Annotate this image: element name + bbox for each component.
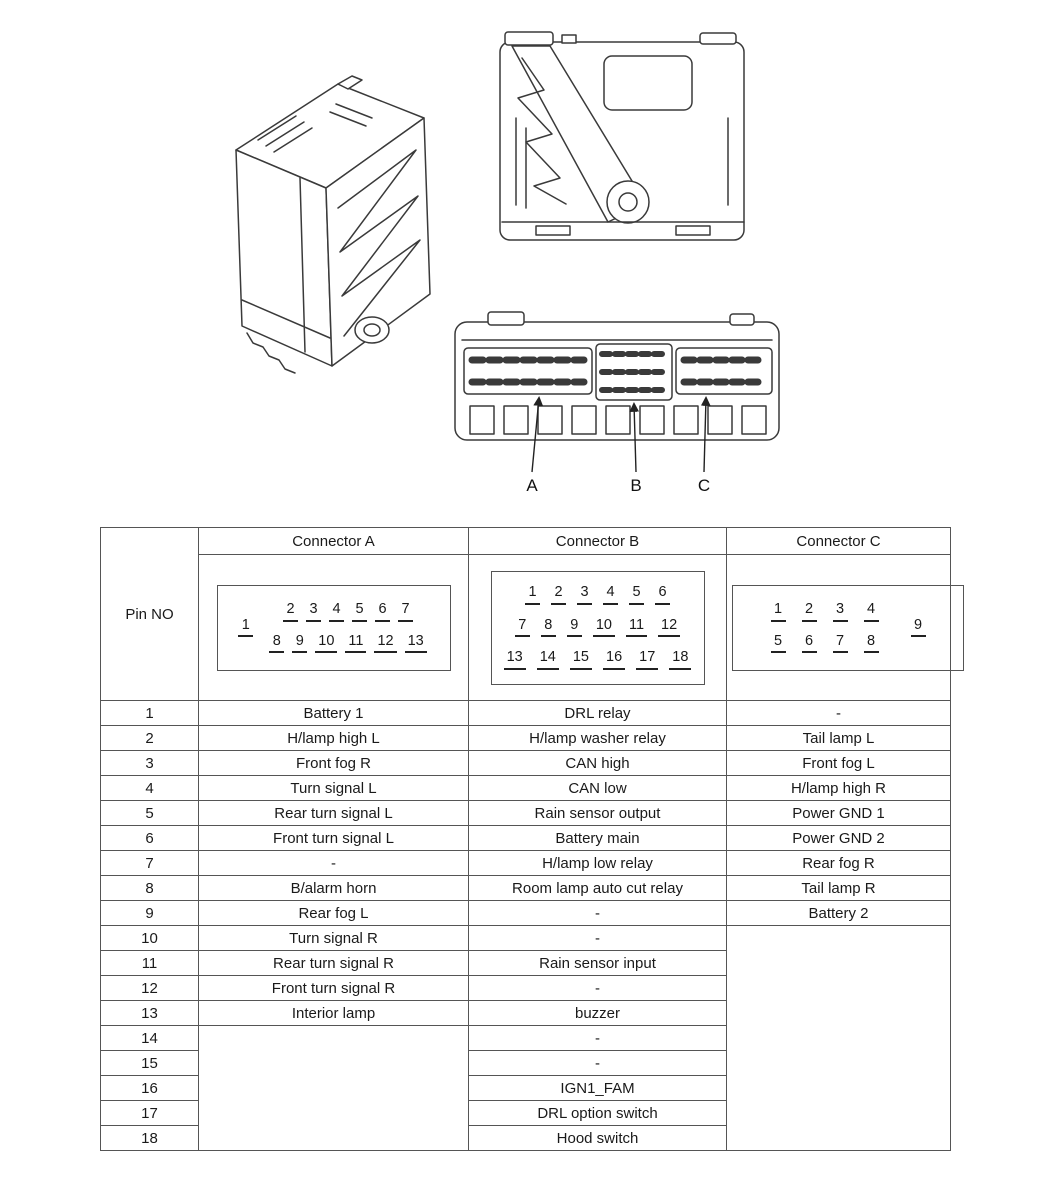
connector-a-cell (199, 1026, 469, 1151)
pin-number: 8 (541, 618, 556, 638)
table-row (101, 876, 951, 901)
pin-number: 11 (626, 618, 647, 638)
connector-a-cell: B/alarm horn (199, 876, 469, 901)
pin-number: 4 (603, 585, 618, 605)
connector-c-header: Connector C (727, 528, 951, 555)
connector-c-cell: Power GND 2 (727, 826, 951, 851)
pin-number: 9 (911, 618, 926, 638)
connector-b-cell: - (469, 901, 727, 926)
module-iso-view (236, 76, 430, 373)
connector-a-cell: Rear fog L (199, 901, 469, 926)
connector-b-label: B (630, 476, 642, 495)
pin-number-cell: 7 (101, 851, 199, 876)
pin-number: 15 (570, 650, 592, 670)
connector-face-view (455, 312, 779, 440)
connector-c-cell: H/lamp high R (727, 776, 951, 801)
connector-b-cell: DRL option switch (469, 1101, 727, 1126)
pin-number: 8 (269, 634, 284, 654)
connector-a-label: A (526, 476, 538, 495)
pin-number-cell: 8 (101, 876, 199, 901)
connector-b-cell: - (469, 976, 727, 1001)
pin-number: 2 (802, 602, 817, 622)
pin-number: 1 (525, 585, 540, 605)
pin-number: 14 (537, 650, 559, 670)
table-row (101, 826, 951, 851)
pin-number: 9 (567, 618, 582, 638)
connector-b-cell: IGN1_FAM (469, 1076, 727, 1101)
pin-number: 10 (315, 634, 337, 654)
connector-a-pin-diagram (217, 585, 451, 671)
connector-a-cell: H/lamp high L (199, 726, 469, 751)
connector-c-cell: Tail lamp L (727, 726, 951, 751)
connector-c-cell: Rear fog R (727, 851, 951, 876)
pin-number-cell: 16 (101, 1076, 199, 1101)
table-row (101, 901, 951, 926)
table-row (101, 701, 951, 726)
connector-b-cell: Room lamp auto cut relay (469, 876, 727, 901)
connector-a-cell: Rear turn signal L (199, 801, 469, 826)
connector-b-cell: - (469, 1026, 727, 1051)
pin-number: 5 (629, 585, 644, 605)
connector-c-pin-layout (727, 555, 951, 701)
pin-number-cell: 4 (101, 776, 199, 801)
pin-number: 7 (515, 618, 530, 638)
table-row (101, 751, 951, 776)
connector-a-cell: Turn signal L (199, 776, 469, 801)
pin-number: 7 (398, 602, 413, 622)
connector-a-cell: Battery 1 (199, 701, 469, 726)
pin-number: 17 (636, 650, 658, 670)
connector-a-cell: Front turn signal R (199, 976, 469, 1001)
pin-number: 13 (504, 650, 526, 670)
connector-c-pin-diagram (732, 585, 964, 671)
pin-number-cell: 1 (101, 701, 199, 726)
pin-no-header: Pin NO (101, 528, 199, 701)
connector-c-cell (727, 926, 951, 1151)
connector-c-label: C (697, 476, 711, 495)
connector-bottom-teeth (470, 406, 766, 434)
pin-number: 11 (345, 634, 366, 654)
pin-number-cell: 13 (101, 1001, 199, 1026)
pin-number-cell: 5 (101, 801, 199, 826)
pin-number: 7 (833, 634, 848, 654)
pin-number: 6 (655, 585, 670, 605)
pin-number-cell: 12 (101, 976, 199, 1001)
connector-a-pin-layout (199, 555, 469, 701)
pin-number-cell: 18 (101, 1126, 199, 1151)
pin-number: 2 (283, 602, 298, 622)
connector-a-housing (464, 348, 592, 394)
connector-c-housing (676, 348, 772, 394)
connector-pin-table (100, 527, 951, 1151)
connector-b-header: Connector B (469, 528, 727, 555)
connector-b-cell: DRL relay (469, 701, 727, 726)
pin-number: 4 (864, 602, 879, 622)
table-row (101, 851, 951, 876)
pin-number: 18 (669, 650, 691, 670)
pin-layout-row (101, 555, 951, 701)
pin-table-body (101, 701, 951, 1151)
pin-number: 10 (593, 618, 615, 638)
connector-a-header: Connector A (199, 528, 469, 555)
connector-c-cell: Battery 2 (727, 901, 951, 926)
connector-a-cell: Interior lamp (199, 1001, 469, 1026)
pin-number: 6 (802, 634, 817, 654)
pin-number: 1 (771, 602, 786, 622)
connector-b-cell: - (469, 926, 727, 951)
connector-b-cell: Hood switch (469, 1126, 727, 1151)
module-rear-view (500, 32, 744, 240)
pin-number-cell: 14 (101, 1026, 199, 1051)
pin-number: 13 (405, 634, 427, 654)
connector-b-housing (596, 344, 672, 400)
pin-number: 12 (658, 618, 680, 638)
table-row (101, 926, 951, 951)
pin-number: 8 (864, 634, 879, 654)
connector-c-cell: Tail lamp R (727, 876, 951, 901)
pin-number-cell: 11 (101, 951, 199, 976)
connector-b-cell: H/lamp washer relay (469, 726, 727, 751)
pin-number: 4 (329, 602, 344, 622)
connector-b-cell: Battery main (469, 826, 727, 851)
connector-b-cell: CAN high (469, 751, 727, 776)
connector-b-cell: Rain sensor input (469, 951, 727, 976)
connector-b-cell: Rain sensor output (469, 801, 727, 826)
pin-number-cell: 2 (101, 726, 199, 751)
pin-number: 12 (374, 634, 396, 654)
pin-number-cell: 15 (101, 1051, 199, 1076)
pin-number: 5 (352, 602, 367, 622)
connector-b-cell: buzzer (469, 1001, 727, 1026)
connector-a-cell: Turn signal R (199, 926, 469, 951)
pin-number-cell: 17 (101, 1101, 199, 1126)
connector-b-cell: CAN low (469, 776, 727, 801)
pin-number: 3 (577, 585, 592, 605)
pin-number: 3 (306, 602, 321, 622)
connector-b-pin-diagram (491, 571, 705, 685)
pin-number-cell: 9 (101, 901, 199, 926)
connector-c-cell: Power GND 1 (727, 801, 951, 826)
pin-number: 16 (603, 650, 625, 670)
connector-b-pin-layout (469, 555, 727, 701)
table-row (101, 726, 951, 751)
connector-b-cell: - (469, 1051, 727, 1076)
connector-c-cell: Front fog L (727, 751, 951, 776)
pin-number-cell: 10 (101, 926, 199, 951)
connector-a-cell: Front fog R (199, 751, 469, 776)
pin-number: 2 (551, 585, 566, 605)
connector-a-cell: Rear turn signal R (199, 951, 469, 976)
connector-a-cell: - (199, 851, 469, 876)
pin-number: 6 (375, 602, 390, 622)
pin-number-cell: 3 (101, 751, 199, 776)
table-header-row (101, 528, 951, 555)
pin-number: 9 (292, 634, 307, 654)
pin-number: 5 (771, 634, 786, 654)
pin-number: 1 (238, 618, 253, 638)
connector-b-cell: H/lamp low relay (469, 851, 727, 876)
pin-number: 3 (833, 602, 848, 622)
module-drawings (0, 0, 1050, 520)
connector-c-cell: - (727, 701, 951, 726)
connector-a-cell: Front turn signal L (199, 826, 469, 851)
pin-number-cell: 6 (101, 826, 199, 851)
table-row (101, 801, 951, 826)
table-row (101, 776, 951, 801)
